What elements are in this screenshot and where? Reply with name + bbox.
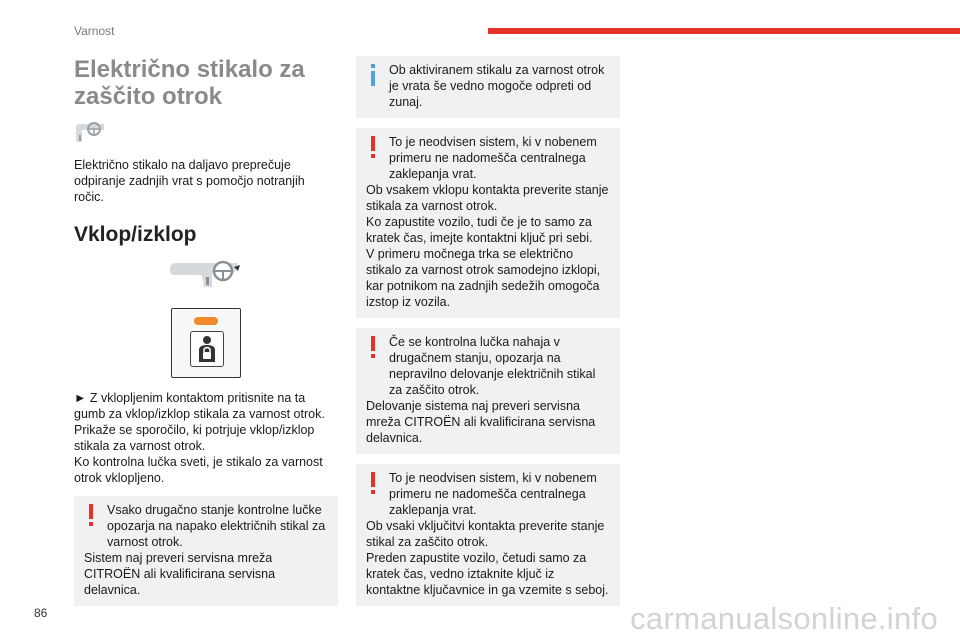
section-title-line2: zaščito otrok — [74, 83, 223, 110]
middle-column — [356, 56, 620, 606]
exclamation-icon — [366, 336, 380, 360]
left-column — [74, 56, 338, 606]
warning-text: Sistem naj preveri servisna mreža CITROËN ali kvalificirana servisna delavnica. — [84, 551, 276, 597]
warning-text: To je neodvisen sistem, ki v nobenem primeru ne nadomešča centralnega zaklepanja vrat. — [389, 471, 597, 517]
intro-text: Električno stikalo na daljavo preprečuje odpiranje zadnjih vrat s pomočjo notranjih ročic. — [74, 158, 305, 204]
steering-wheel-key-icon — [168, 259, 244, 291]
child-lock-icon — [190, 331, 224, 367]
warning-text: To je neodvisen sistem, ki v nobenem primeru ne nadomešča centralnega zaklepanja vrat. — [389, 135, 597, 181]
body-line: Prikaže se sporočilo, ki potrjuje vklop/izklop stikala za varnost otrok. — [74, 423, 315, 453]
steering-illustration — [74, 259, 338, 296]
warning-text: Vsako drugačno stanje kontrolne lučke opozarja na napako električnih stikal za varnost otrok. — [107, 503, 326, 549]
exclamation-icon — [366, 472, 380, 496]
info-box — [356, 56, 620, 118]
warning-text: Ko zapustite vozilo, tudi če je to samo za kratek čas, imejte kontaktni ključ pri sebi. — [366, 215, 593, 245]
warning-text: V primeru močnega trka se električno stikalo za varnost otrok samodejno izklopi, kar potnikom na zadnjih sedežih omogoča izstop iz vozila. — [366, 247, 601, 309]
subheading: Vklop/izklop — [74, 223, 197, 246]
child-lock-button — [171, 308, 241, 378]
warning-text: Če se kontrolna lučka nahaja v drugačnem stanju, opozarja na nepravilno delovanje električnih stikal za zaščito otrok. — [389, 335, 596, 397]
header-accent-bar — [488, 28, 960, 34]
instruction-text: ► Z vklopljenim kontaktom pritisnite na ta gumb za vklop/izklop stikala za varnost otrok. — [74, 391, 325, 421]
header-section-label: Varnost — [74, 24, 115, 38]
body-line: Ko kontrolna lučka sveti, je stikalo za varnost otrok vklopljeno. — [74, 455, 323, 485]
section-title-line1: Električno stikalo za — [74, 56, 305, 83]
warning-lamp — [194, 317, 218, 325]
info-text: Ob aktiviranem stikalu za varnost otrok je vrata še vedno mogoče odpreti od zunaj. — [389, 63, 605, 109]
warning-box — [74, 496, 338, 606]
warning-box — [356, 464, 620, 606]
section-title — [74, 56, 338, 110]
info-icon — [366, 64, 380, 88]
steering-wheel-key-icon — [74, 120, 110, 146]
warning-text: Delovanje sistema naj preveri servisna mreža CITROËN ali kvalificirana servisna delavnica. — [366, 399, 596, 445]
page-number: 86 — [34, 606, 48, 620]
warning-text: Preden zapustite vozilo, četudi samo za kratek čas, vedno iztaknite ključ iz kontaktne ključavnice in ga vzemite s seboj. — [366, 551, 609, 597]
warning-text: Ob vsakem vklopu kontakta preverite stanje stikala za varnost otrok. — [366, 183, 609, 213]
warning-box — [356, 328, 620, 454]
instruction-block — [74, 390, 338, 486]
exclamation-icon — [84, 504, 98, 528]
warning-text: Ob vsaki vključitvi kontakta preverite stanje stikal za zaščito otrok. — [366, 519, 605, 549]
warning-box — [356, 128, 620, 318]
exclamation-icon — [366, 136, 380, 160]
watermark: carmanualsonline.info — [630, 601, 938, 636]
